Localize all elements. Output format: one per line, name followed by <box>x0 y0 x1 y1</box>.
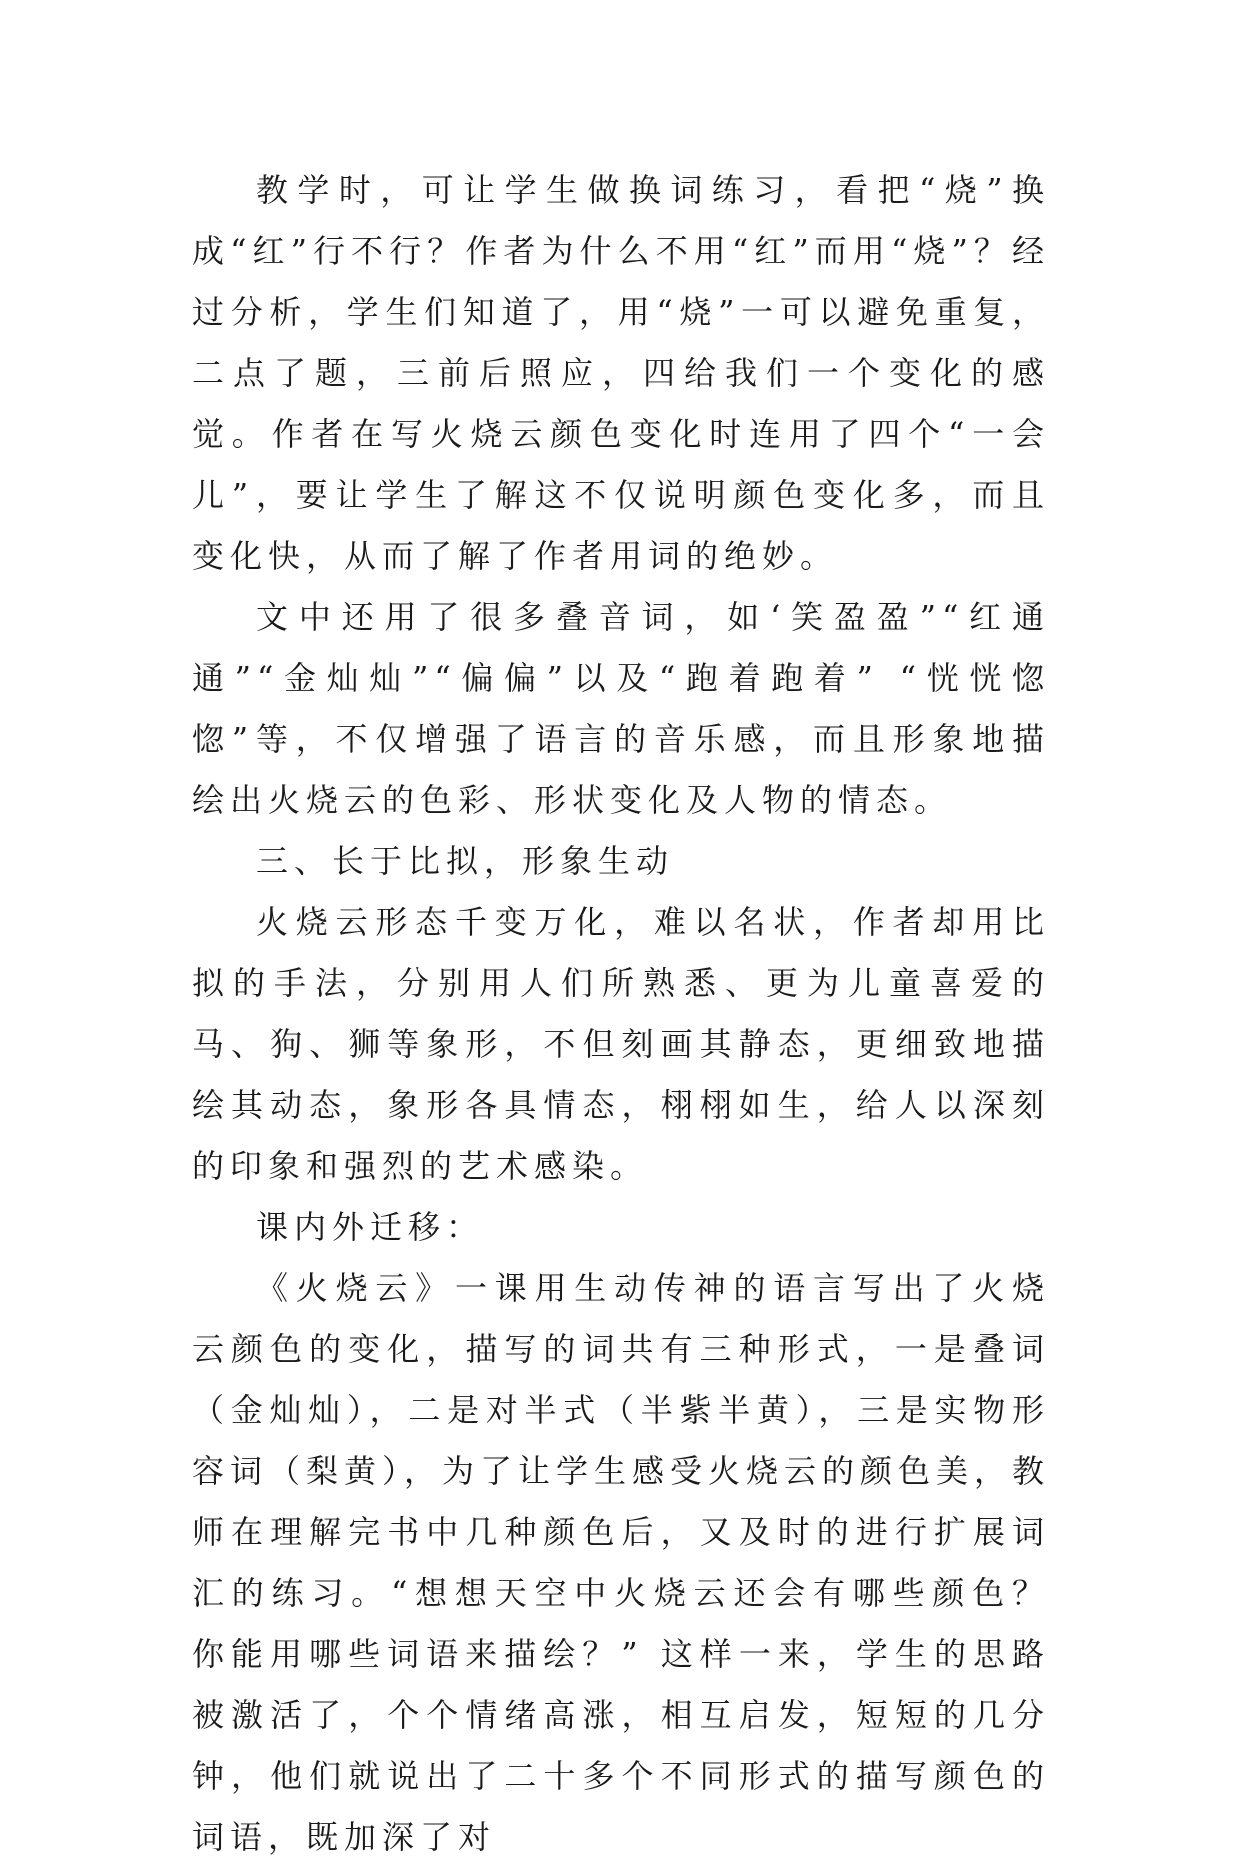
paragraph-word-substitution: 教学时，可让学生做换词练习，看把“烧”换成“红”行不行？作者为什么不用“红”而用“烧”？经过分析，学生们知道了，用“烧”一可以避免重复，二点了题，三前后照应，四给我们一个变化的感觉。作者在写火烧云颜色变化时连用了四个“一会儿”，要让学生了解这不仅说明颜色变化多，而且变化快，从而了解了作者用词的绝妙。 <box>192 171 1050 575</box>
paragraph-personification: 火烧云形态千变万化，难以名状，作者却用比拟的手法，分别用人们所熟悉、更为儿童喜爱的马、狗、狮等象形，不但刻画其静态，更细致地描绘其动态，象形各具情态，栩栩如生，给人以深刻的印象和强烈的艺术感染。 <box>192 903 1050 1185</box>
paragraph-transfer-heading: 课内外迁移： <box>256 1208 485 1246</box>
body-text <box>192 160 1050 1868</box>
paragraph-reduplicated-words: 文中还用了很多叠音词，如‘笑盈盈”“红通通”“金灿灿”“偏偏”以及“跑着跑着” “恍恍惚惚”等，不仅增强了语言的音乐感，而且形象地描绘出火烧云的色彩、形状变化及人物的情态。 <box>192 598 1050 819</box>
section-heading-personification: 三、长于比拟，形象生动 <box>256 842 675 880</box>
paragraph-transfer-practice: 《火烧云》一课用生动传神的语言写出了火烧云颜色的变化，描写的词共有三种形式，一是叠词（金灿灿），二是对半式（半紫半黄），三是实物形容词（梨黄），为了让学生感受火烧云的颜色美，教师在理解完书中几种颜色后，又及时的进行扩展词汇的练习。“想想天空中火烧云还会有哪些颜色？你能用哪些词语来描绘？” 这样一来，学生的思路被激活了，个个情绪高涨，相互启发，短短的几分钟，他们就说出了二十多个不同形式的描写颜色的词语，既加深了对 <box>192 1269 1051 1856</box>
